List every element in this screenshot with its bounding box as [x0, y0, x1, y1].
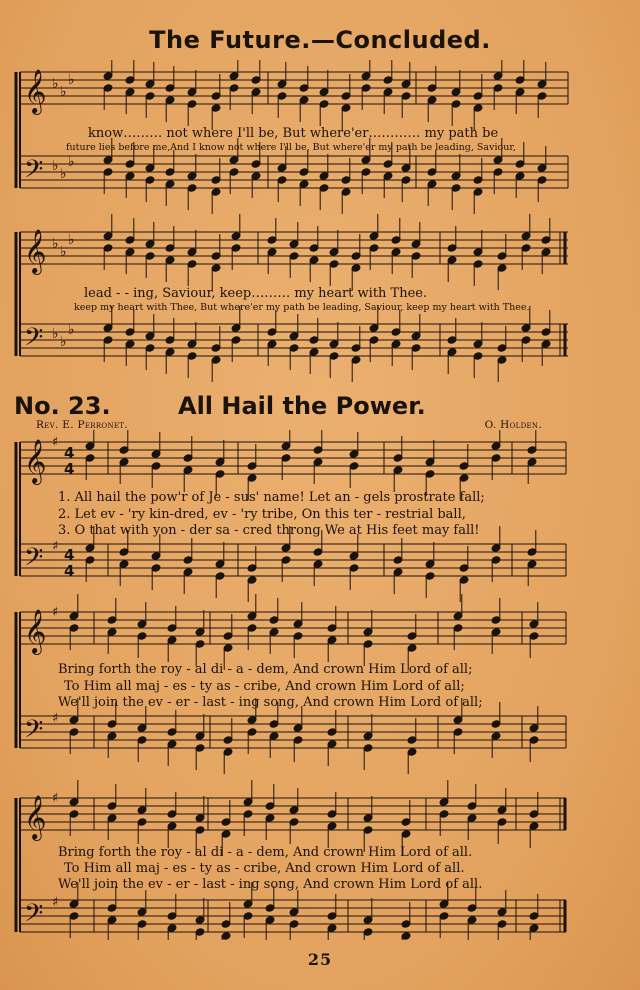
verse-1-line-3: Bring forth the roy - al di - a - dem, And crown Him Lord of all.: [58, 845, 473, 860]
bass-clef-icon: 𝄢: [24, 543, 44, 578]
treble-clef-icon: 𝄞: [24, 609, 47, 653]
svg-text:4: 4: [64, 460, 75, 478]
svg-text:♭: ♭: [52, 236, 59, 252]
svg-text:♯: ♯: [52, 791, 59, 806]
verse-2-line-1: 2. Let ev - 'ry kin-dred, ev - 'ry tribe, On this ter - restrial ball,: [58, 507, 466, 522]
lyric-line-small: future lies before me,And I know not where I'll be, But where'er my path be leading, Saviour,: [66, 142, 516, 153]
svg-text:♭: ♭: [60, 244, 67, 260]
bass-clef-icon: 𝄢: [24, 715, 44, 750]
svg-text:♭: ♭: [52, 76, 59, 92]
page-title: The Future.—Concluded.: [149, 26, 491, 54]
page-number: 25: [307, 950, 333, 969]
key-signature-flats: [52, 72, 75, 350]
svg-text:♭: ♭: [60, 84, 67, 100]
music-system-1: [12, 60, 572, 390]
treble-clef-icon: 𝄞: [24, 439, 47, 483]
svg-text:4: 4: [64, 562, 75, 580]
bass-clef-icon: 𝄢: [24, 899, 44, 934]
hymn-title: All Hail the Power.: [178, 392, 426, 420]
svg-text:♯: ♯: [52, 435, 59, 450]
verse-2-line-3: To Him all maj - es - ty as - cribe, And crown Him Lord of all.: [64, 861, 465, 876]
verse-1-line-1: 1. All hail the pow'r of Je - sus' name! Let an - gels prostrate fall;: [58, 490, 485, 505]
verse-3-line-1: 3. O that with yon - der sa - cred throng We at His feet may fall!: [58, 523, 480, 538]
svg-text:4: 4: [64, 444, 75, 462]
svg-text:♭: ♭: [68, 154, 75, 170]
lyric-line: lead - - ing, Saviour, keep……… my heart with Thee.: [84, 286, 428, 301]
svg-text:♭: ♭: [52, 326, 59, 342]
verse-2-line-2: To Him all maj - es - ty as - cribe, And crown Him Lord of all;: [64, 679, 465, 694]
composer-credit: O. Holden.: [484, 419, 542, 431]
svg-text:4: 4: [64, 546, 75, 564]
svg-text:♯: ♯: [52, 895, 59, 910]
verse-1-line-2: Bring forth the roy - al di - a - dem, And crown Him Lord of all;: [58, 662, 473, 677]
svg-text:♭: ♭: [68, 322, 75, 338]
svg-text:♯: ♯: [52, 605, 59, 620]
svg-text:♭: ♭: [68, 72, 75, 88]
treble-clef-icon: 𝄞: [24, 229, 47, 273]
lyric-line-small: keep my heart with Thee, But where'er my path be leading, Saviour, keep my heart with Thee.: [74, 302, 530, 313]
staff-treble-1: [20, 72, 568, 104]
svg-text:♭: ♭: [52, 158, 59, 174]
score-future: [12, 60, 572, 390]
hymn-number: No. 23.: [14, 392, 111, 420]
bass-clef-icon: 𝄢: [24, 323, 44, 358]
verse-3-line-3: We'll join the ev - er - last - ing song, And crown Him Lord of all.: [58, 877, 483, 892]
treble-clef-icon: 𝄞: [24, 69, 47, 113]
svg-text:♭: ♭: [60, 334, 67, 350]
lyricist-credit: Rev. E. Perronet.: [36, 419, 128, 431]
treble-clef-icon: 𝄞: [24, 795, 47, 839]
staff-bass-1: [20, 156, 568, 188]
bass-clef-icon: 𝄢: [24, 155, 44, 190]
svg-text:♭: ♭: [60, 166, 67, 182]
lyric-line: know……… not where I'll be, But where'er………… my path be: [88, 126, 499, 141]
svg-text:♭: ♭: [68, 232, 75, 248]
verse-3-line-2: We'll join the ev - er - last - ing song, And crown Him Lord of all;: [58, 695, 483, 710]
svg-text:♯: ♯: [52, 539, 59, 554]
svg-text:♯: ♯: [52, 711, 59, 726]
